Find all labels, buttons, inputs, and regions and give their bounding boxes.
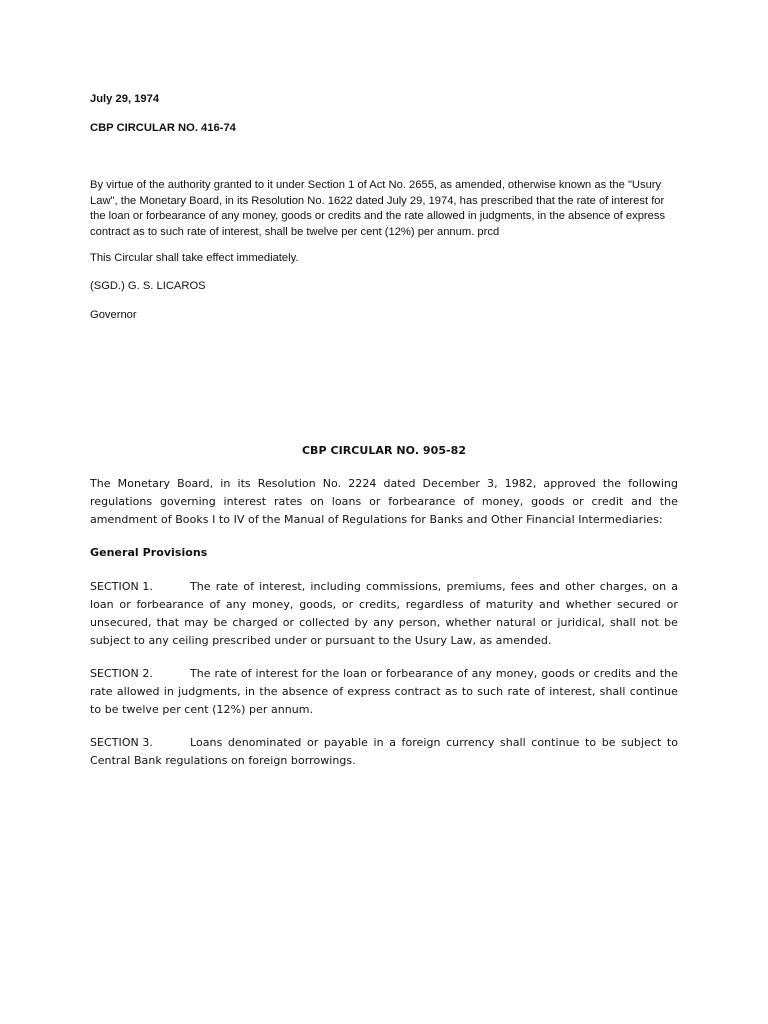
signatory-name: (SGD.) G. S. LICAROS [90, 280, 206, 292]
section-label: SECTION 3. [90, 736, 153, 749]
circular-905-82 [90, 442, 678, 767]
section-2 [90, 665, 678, 719]
section-text: Loans denominated or payable in a foreign currency shall continue to be subject to Central Bank regulations on foreign borrowings. [90, 736, 678, 767]
section-1 [90, 578, 678, 650]
section-3 [90, 734, 678, 770]
section-label: SECTION 1. [90, 580, 153, 593]
section-text: The rate of interest, including commissions, premiums, fees and other charges, on a loan or forbearance of any money, goods, or credits, regardless of maturity and whether secured or unsecured, that may be charged or collected by any person, whether natural or juridical, shall not be subject to any ceiling prescribed under or pursuant to the Usury Law, as amended. [90, 580, 678, 647]
section-label: SECTION 2. [90, 667, 153, 680]
general-provisions-heading: General Provisions [90, 546, 208, 559]
circular-intro-paragraph: The Monetary Board, in its Resolution No. 2224 dated December 3, 1982, approved the following regulations governing interest rates on loans or forbearance of money, goods or credit and the amendment of Books I to IV of the Manual of Regulations for Banks and Other Financial Intermediaries: [90, 477, 678, 526]
circular-heading: CBP CIRCULAR NO. 905-82 [301, 444, 467, 457]
circular-416-74 [90, 92, 680, 321]
signatory-title: Governor [90, 309, 137, 321]
circular-body-paragraph: By virtue of the authority granted to it under Section 1 of Act No. 2655, as amended, otherwise known as the "Usury Law", the Monetary Board, in its Resolution No. 1622 dated July 29, 1974, has prescribed that the rate of interest for the loan or forbearance of any money, goods or credits and the rate allowed in judgments, in the absence of express contract as to such rate of interest, shall be twelve per cent (12%) per annum. prcd [90, 179, 666, 238]
circular-number: CBP CIRCULAR NO. 416-74 [90, 122, 236, 134]
effectivity-clause: This Circular shall take effect immediately. [90, 252, 299, 264]
section-text: The rate of interest for the loan or forbearance of any money, goods or credits and the rate allowed in judgments, in the absence of express contract as to such rate of interest, shall continue to be twelve per cent (12%) per annum. [90, 667, 678, 716]
circular-date: July 29, 1974 [90, 93, 160, 105]
